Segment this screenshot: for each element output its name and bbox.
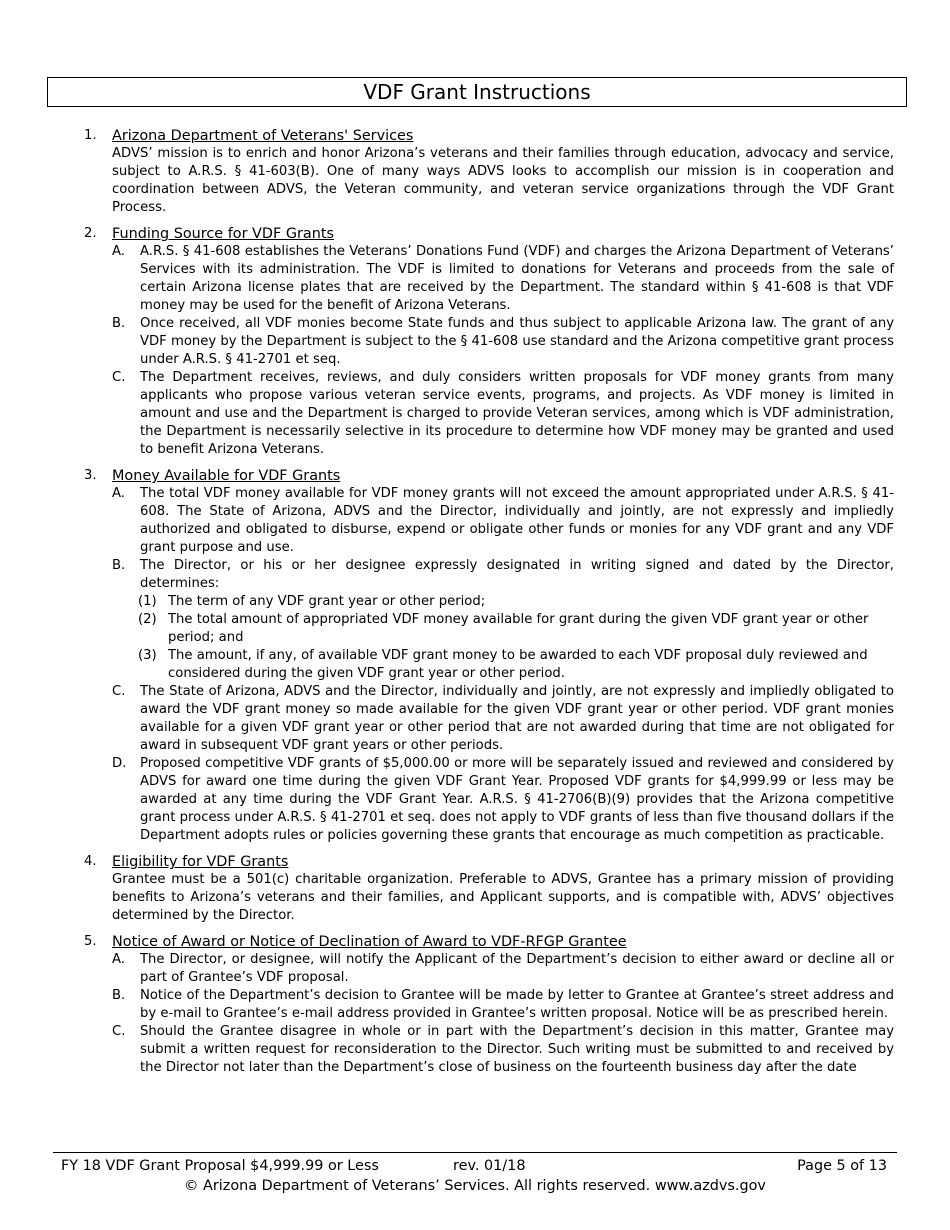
item-letter: C. [112,1024,126,1039]
list-item [112,369,894,459]
item-text: Should the Grantee disagree in whole or in part with the Department’s decision in this matter, Grantee may submit a written request for reconsideration to the Director. Such writing must be submitted to and received by the Director not later than the Department’s close of business on the fourteenth business day after the date [140,1024,894,1075]
list-item [112,557,894,683]
sub-item-number: (1) [138,594,157,609]
sub-item-number: (2) [138,612,157,627]
item-letter: B. [112,316,126,331]
section-3 [0,467,950,845]
item-text: The total VDF money available for VDF money grants will not exceed the amount appropriated under A.R.S. § 41-608. The State of Arizona, ADVS and the Director, individually and jointly, are not expressly and impliedly authorized and obligated to disburse, expend or obligate other funds or monies for any VDF grant and any VDF grant purpose and use. [140,486,894,555]
item-letter: A. [112,952,125,967]
item-letter: B. [112,558,126,573]
item-letter: C. [112,370,126,385]
section-paragraph: ADVS’ mission is to enrich and honor Arizona’s veterans and their families through education, advocacy and service, subject to A.R.S. § 41-603(B). One of many ways ADVS looks to accomplish our mission is in cooperation and coordination between ADVS, the Veteran community, and veteran service organizations through the VDF Grant Process. [112,146,894,215]
list-item [112,243,894,315]
list-item [112,683,894,755]
list-item [112,1023,894,1077]
item-letter: B. [112,988,126,1003]
section-number: 4. [84,854,97,869]
list-item [112,755,894,845]
section-paragraph: Grantee must be a 501(c) charitable organization. Preferable to ADVS, Grantee has a primary mission of providing benefits to Arizona’s veterans and their families, and Applicant supports, and is compatible with, ADVS’ objectives determined by the Director. [112,872,894,923]
section-number: 1. [84,128,97,143]
section-title: Arizona Department of Veterans' Services [112,128,414,144]
sub-list-item [138,647,890,683]
sub-item-text: The amount, if any, of available VDF grant money to be awarded to each VDF proposal duly reviewed and considered during the given VDF grant year or other period. [168,648,868,681]
item-letter: C. [112,684,126,699]
sub-list-item [138,593,890,611]
section-5 [0,933,950,1077]
footer-revision: rev. 01/18 [453,1158,526,1174]
list-item [112,987,894,1023]
page-title: VDF Grant Instructions [47,77,907,107]
section-4 [0,853,950,925]
section-number: 2. [84,226,97,241]
list-item [112,951,894,987]
footer-copyright: © Arizona Department of Veterans’ Services. All rights reserved. www.azdvs.gov [184,1178,766,1194]
section-number: 3. [84,468,97,483]
sub-item-number: (3) [138,648,157,663]
section-title: Notice of Award or Notice of Declination of Award to VDF-RFGP Grantee [112,934,627,950]
page-footer [53,1152,897,1194]
document-body [0,127,950,1085]
item-letter: A. [112,244,125,259]
item-text: Proposed competitive VDF grants of $5,000.00 or more will be separately issued and reviewed and considered by ADVS for award one time during the given VDF Grant Year. Proposed VDF grants for $4,999.99 or less may be awarded at any time during the VDF Grant Year. A.R.S. § 41-2706(B)(9) provides that the Arizona competitive grant process under A.R.S. § 41-2701 et seq. does not apply to VDF grants of less than five thousand dollars if the Department adopts rules or policies governing these grants that encourage as much competition as practicable. [140,756,894,843]
item-text: A.R.S. § 41-608 establishes the Veterans’ Donations Fund (VDF) and charges the Arizona Department of Veterans’ Services with its administration. The VDF is limited to donations for Veterans and proceeds from the sale of certain Arizona license plates that are received by the Department. The standard within § 41-608 is that VDF money may be used for the benefit of Arizona Veterans. [140,244,894,313]
item-text: The State of Arizona, ADVS and the Director, individually and jointly, are not expressly and impliedly obligated to award the VDF grant money so made available for the given VDF grant year or other period. VDF grant monies available for a given VDF grant year or other period that are not awarded during that time are not obligated for award in subsequent VDF grant years or other periods. [140,684,894,753]
item-text: The Director, or designee, will notify the Applicant of the Department’s decision to either award or decline all or part of Grantee’s VDF proposal. [140,952,894,985]
footer-document-name: FY 18 VDF Grant Proposal $4,999.99 or Less [61,1158,379,1174]
section-number: 5. [84,934,97,949]
list-item [112,485,894,557]
item-text: Notice of the Department’s decision to Grantee will be made by letter to Grantee at Grantee’s street address and by e-mail to Grantee’s e-mail address provided in Grantee’s written proposal. Notice will be as prescribed herein. [140,988,894,1021]
sub-item-text: The total amount of appropriated VDF money available for grant during the given VDF grant year or other period; and [168,612,869,645]
list-item [112,315,894,369]
item-letter: A. [112,486,125,501]
item-letter: D. [112,756,127,771]
item-text: The Department receives, reviews, and duly considers written proposals for VDF money grants from many applicants who propose various veteran service events, programs, and projects. As VDF money is limited in amount and use and the Department is charged to provide Veteran services, among which is VDF administration, the Department is necessarily selective in its procedure to determine how VDF money may be granted and used to benefit Arizona Veterans. [140,370,894,457]
section-title: Money Available for VDF Grants [112,468,341,484]
item-text: The Director, or his or her designee expressly designated in writing signed and dated by the Director, determines: [140,558,894,591]
section-1 [0,127,950,217]
sub-item-text: The term of any VDF grant year or other period; [168,594,486,609]
section-title: Eligibility for VDF Grants [112,854,289,870]
item-text: Once received, all VDF monies become State funds and thus subject to applicable Arizona law. The grant of any VDF money by the Department is subject to the § 41-608 use standard and the Arizona competitive grant process under A.R.S. § 41-2701 et seq. [140,316,894,367]
footer-row [53,1158,897,1178]
footer-page-number: Page 5 of 13 [797,1158,887,1174]
section-2 [0,225,950,459]
sub-list-item [138,611,890,647]
section-title: Funding Source for VDF Grants [112,226,334,242]
